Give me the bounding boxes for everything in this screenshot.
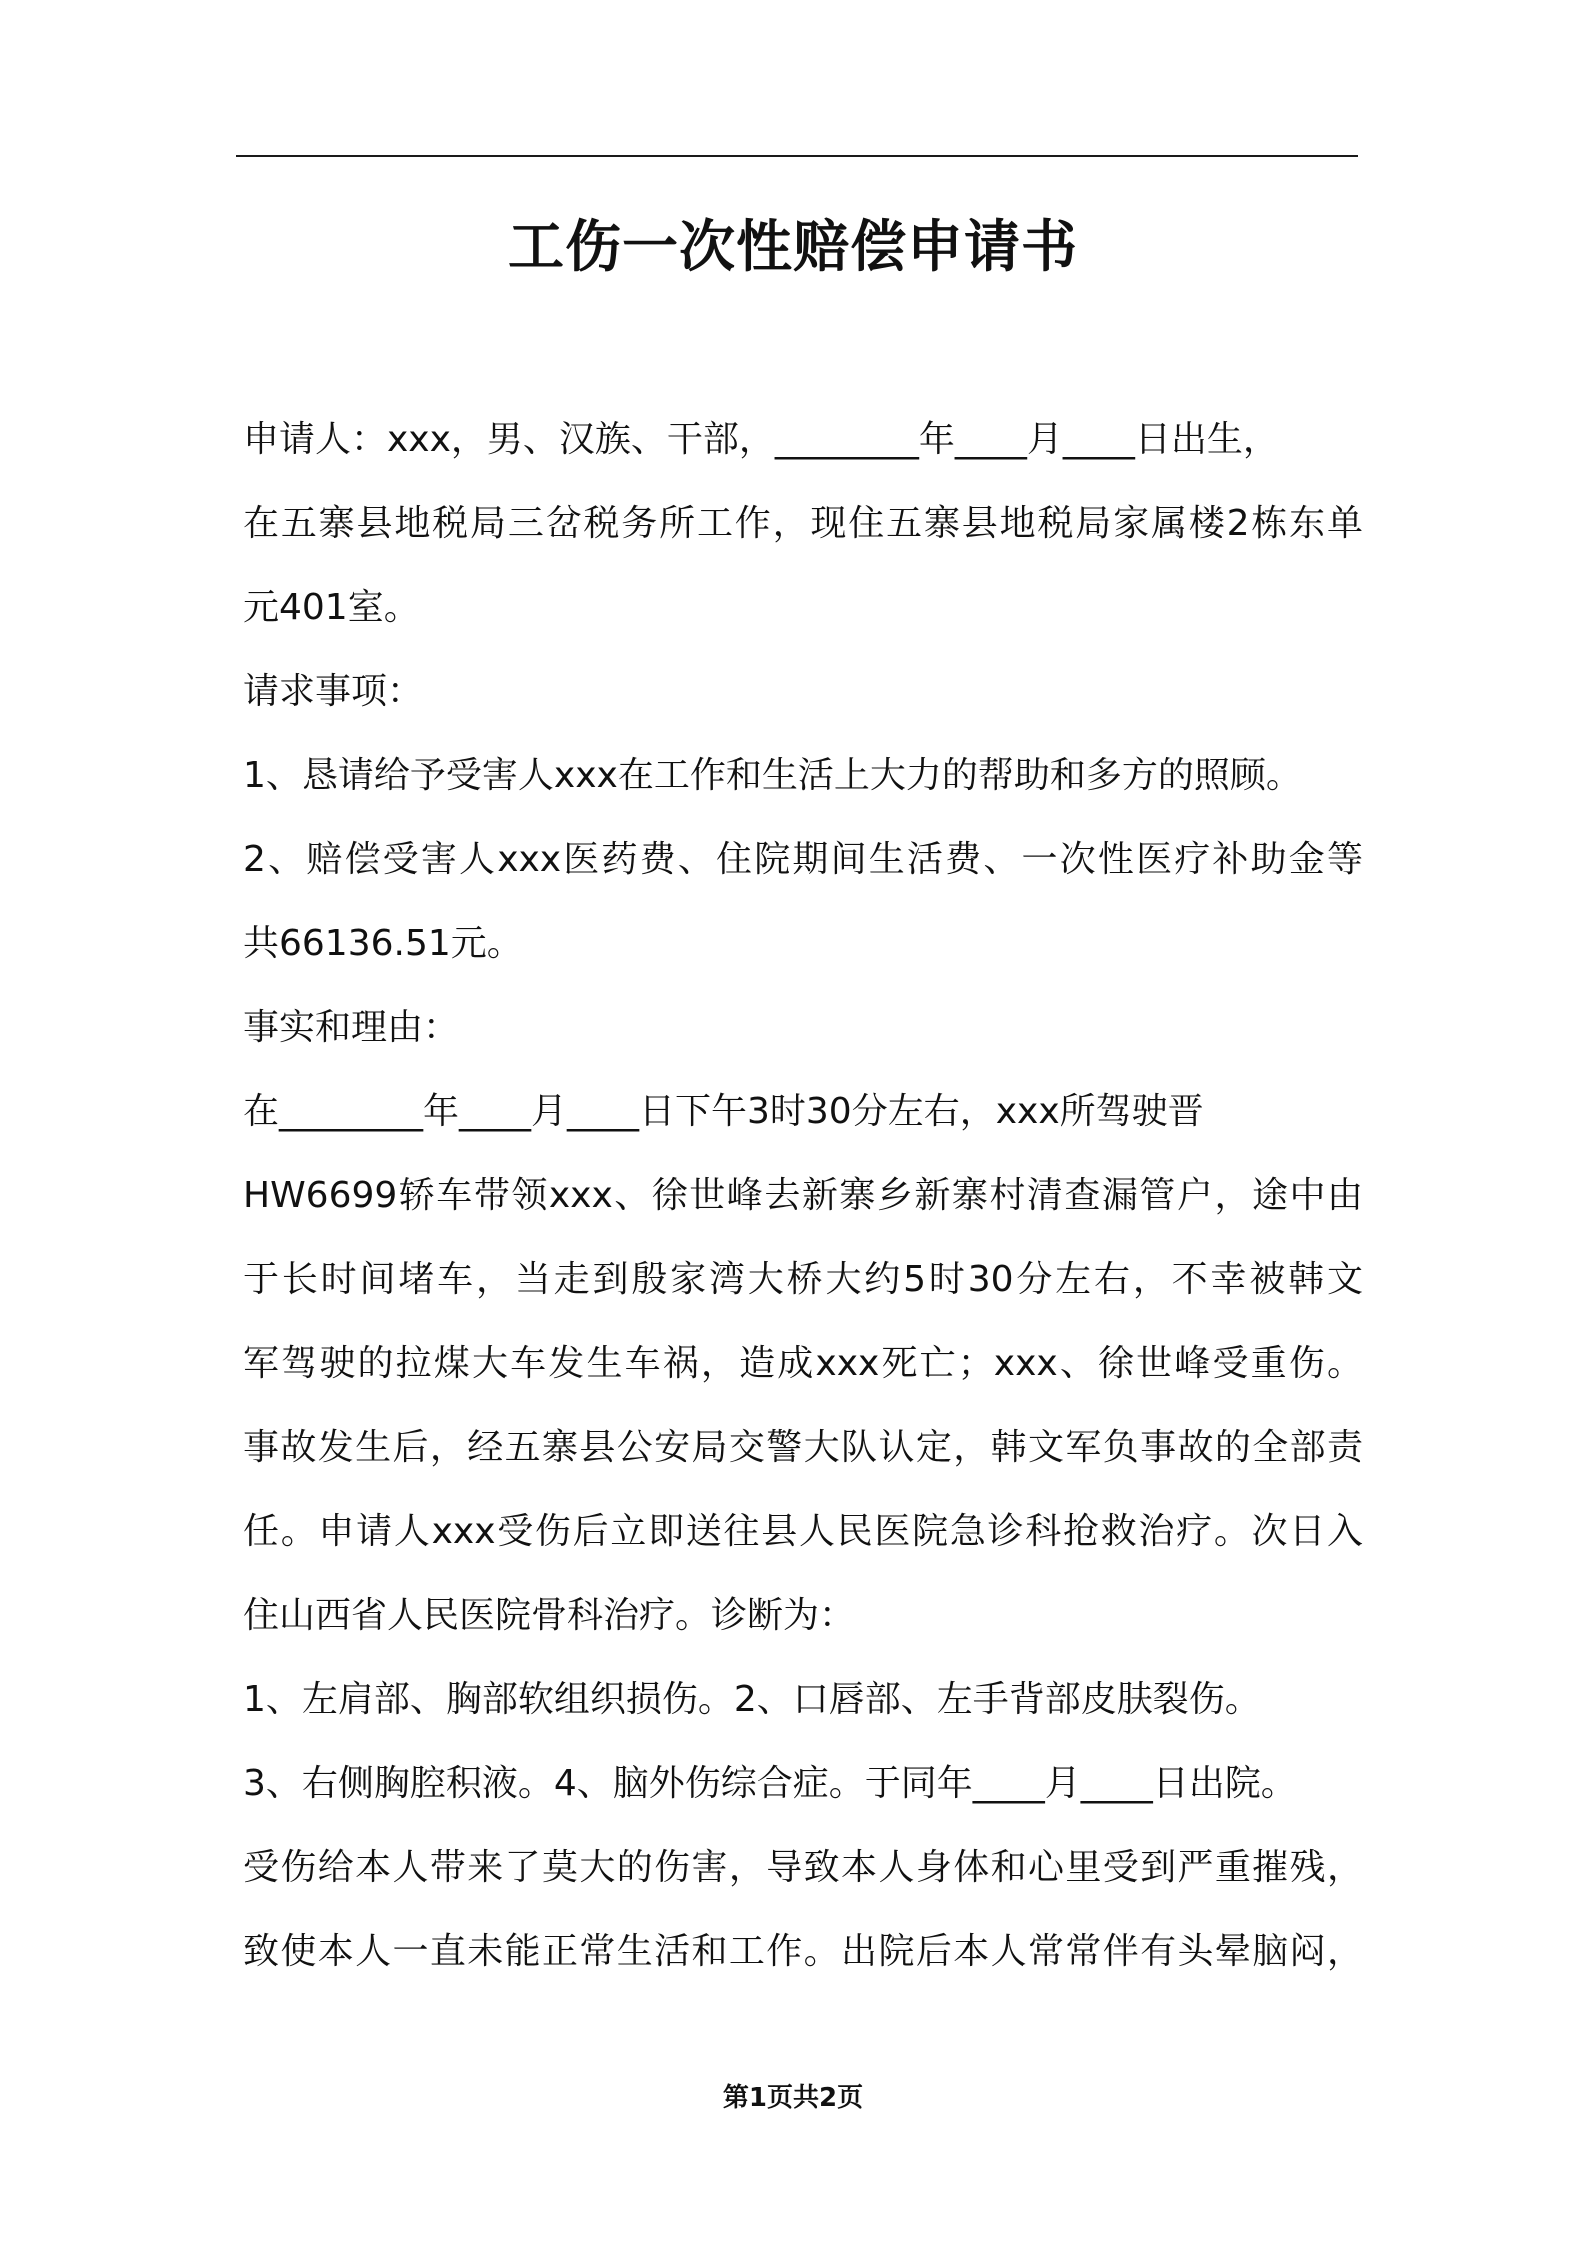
body-line: 于长时间堵车，当走到殷家湾大桥大约5时30分左右，不幸被韩文 bbox=[243, 1259, 1363, 1300]
list-item: 3、右侧胸腔积液。4、脑外伤综合症。于同年____月____日出院。 bbox=[243, 1763, 1297, 1804]
body-line: 申请人：xxx，男、汉族、干部，________年____月____日出生， bbox=[243, 419, 1279, 460]
body-line: 致使本人一直未能正常生活和工作。出院后本人常常伴有头晕脑闷， bbox=[243, 1931, 1363, 1972]
list-item: 2、赔偿受害人xxx医药费、住院期间生活费、一次性医疗补助金等 bbox=[243, 839, 1363, 880]
body-line: 任。申请人xxx受伤后立即送往县人民医院急诊科抢救治疗。次日入 bbox=[243, 1511, 1363, 1552]
section-heading: 请求事项： bbox=[243, 671, 424, 712]
list-item: 1、左肩部、胸部软组织损伤。2、口唇部、左手背部皮肤裂伤。 bbox=[243, 1679, 1261, 1720]
body-line: 在________年____月____日下午3时30分左右，xxx所驾驶晋 bbox=[243, 1091, 1204, 1132]
list-item: 1、恳请给予受害人xxx在工作和生活上大力的帮助和多方的照顾。 bbox=[243, 755, 1302, 796]
document-body bbox=[243, 398, 1363, 1994]
body-line: HW6699轿车带领xxx、徐世峰去新寨乡新寨村清查漏管户，途中由 bbox=[243, 1175, 1363, 1216]
body-line: 共66136.51元。 bbox=[243, 923, 523, 964]
document-title: 工伤一次性赔偿申请书 bbox=[508, 215, 1078, 280]
body-line: 受伤给本人带来了莫大的伤害，导致本人身体和心里受到严重摧残， bbox=[243, 1847, 1363, 1888]
body-line: 事故发生后，经五寨县公安局交警大队认定，韩文军负事故的全部责 bbox=[243, 1427, 1363, 1468]
body-line: 军驾驶的拉煤大车发生车祸，造成xxx死亡；xxx、徐世峰受重伤。 bbox=[243, 1343, 1363, 1384]
header-rule bbox=[236, 155, 1358, 157]
page-number: 第1页共2页 bbox=[722, 2083, 864, 2113]
body-line: 住山西省人民医院骨科治疗。诊断为： bbox=[243, 1595, 856, 1636]
section-heading: 事实和理由： bbox=[243, 1007, 460, 1048]
body-line: 在五寨县地税局三岔税务所工作，现住五寨县地税局家属楼2栋东单 bbox=[243, 503, 1363, 544]
body-line: 元401室。 bbox=[243, 587, 420, 628]
